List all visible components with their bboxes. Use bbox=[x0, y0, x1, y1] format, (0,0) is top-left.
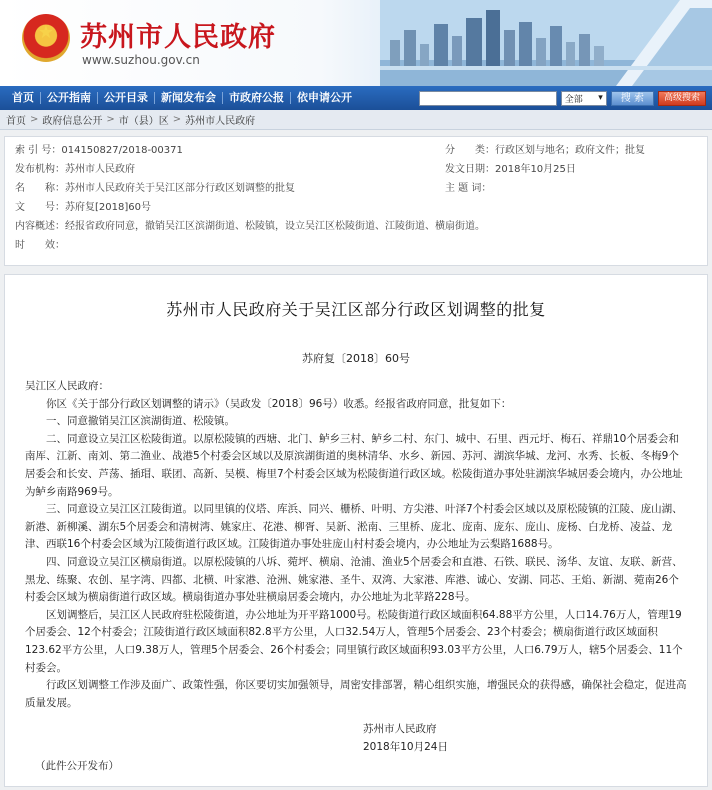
paragraph: 区划调整后，吴江区人民政府驻松陵街道，办公地址为开平路1000号。松陵街道行政区域面积64.88平方公里，人口14.76万人，管理19个居委会、12个村委会；江陵街道行政区域面积82.8平方公里，人口32.54万人，管理5个居委会、23个村委会；横扇街道行政区域面积123.62平方公里，人口9.38万人，管理5个居委会、26个村委会；同里镇行政区域面积93.03平方公里，人口6.79万人，辖5个居委会、11个村委会。 bbox=[25, 608, 683, 674]
breadcrumb-separator: > bbox=[30, 114, 39, 125]
site-title[interactable]: 苏州市人民政府 bbox=[80, 22, 276, 53]
date-label: 发文日期： bbox=[445, 164, 495, 175]
search-scope-value: 全部 bbox=[564, 94, 583, 105]
site-banner bbox=[0, 0, 712, 86]
nav-item-apply[interactable]: 依申请公开 bbox=[297, 91, 352, 104]
advanced-search-button[interactable]: 高级搜索 bbox=[658, 91, 706, 106]
nav-item-press[interactable]: 新闻发布会 bbox=[155, 92, 223, 104]
search-input[interactable] bbox=[419, 91, 557, 106]
category-label: 分 类： bbox=[445, 145, 495, 156]
docno-label: 文 号： bbox=[15, 202, 65, 213]
nav-item-catalog[interactable]: 公开目录 bbox=[98, 92, 155, 104]
main-nav bbox=[0, 86, 712, 110]
breadcrumb bbox=[0, 110, 712, 130]
date-value: 2018年10月25日 bbox=[495, 164, 576, 175]
paragraph: 你区《关于部分行政区划调整的请示》（吴政发〔2018〕96号）收悉。经报省政府同意，批复如下： bbox=[46, 397, 512, 410]
paragraph: 三、同意设立吴江区江陵街道。以同里镇的仪塔、库浜、同兴、栅桥、叶明、方尖港、叶泽7个村委会区域以及原松陵镇的江陵、庞山湖、新港、新柳溪、湖东5个居委会和清树湾、姚家庄、花港、柳胥、吴新、淞南、三里桥、庞北、庞南、庞东、庞山、庞杨、白龙桥、凌益、龙津、西联16个村委会区域为江陵街道行政区域。江陵街道办事处驻庞山村村委会境内，办公地址为云梨路1688号。 bbox=[25, 503, 683, 551]
signature-org: 苏州市人民政府 bbox=[363, 723, 437, 736]
site-url: www.suzhou.gov.cn bbox=[82, 53, 200, 67]
paragraph: 行政区划调整工作涉及面广、政策性强，你区要切实加强领导，周密安排部署，精心组织实施，增强民众的获得感，确保社会稳定，促进高质量发展。 bbox=[25, 679, 687, 709]
name-label: 名 称： bbox=[15, 183, 65, 194]
search-scope-select[interactable] bbox=[561, 91, 607, 106]
breadcrumb-home[interactable]: 首页 bbox=[6, 116, 26, 127]
paragraph: 四、同意设立吴江区横扇街道。以原松陵镇的八坼、菀坪、横扇、沧浦、渔业5个居委会和直港、石铁、联民、汤华、友谊、友联、新营、黑龙、练聚、农创、星字湾、四都、北横、叶家港、沧洲、姚家港、圣牛、双湾、大家港、库港、诚心、安湖、同芯、王焰、新湖、菀南26个村委会区域为横扇街道行政区域。横扇街道办事处驻横扇居委会境内，办公地址为北苹路228号。 bbox=[25, 555, 683, 604]
document-number: 苏府复〔2018〕60号 bbox=[302, 352, 410, 365]
name-value: 苏州市人民政府关于吴江区部分行政区划调整的批复 bbox=[65, 183, 295, 194]
addressee: 吴江区人民政府： bbox=[25, 380, 109, 392]
release-note: （此件公开发布） bbox=[35, 760, 119, 773]
validity-label: 时 效： bbox=[15, 240, 65, 251]
issuer-value: 苏州市人民政府 bbox=[65, 164, 135, 175]
index-value: 014150827/2018-00371 bbox=[61, 145, 183, 156]
nav-item-guide[interactable]: 公开指南 bbox=[41, 92, 98, 104]
search-bar bbox=[419, 91, 712, 106]
breadcrumb-separator: > bbox=[172, 114, 182, 125]
search-button[interactable]: 搜 索 bbox=[611, 91, 654, 106]
category-value: 行政区划与地名；政府文件；批复 bbox=[495, 145, 645, 156]
topic-label: 主 题 词： bbox=[445, 183, 492, 194]
document-title: 苏州市人民政府关于吴江区部分行政区划调整的批复 bbox=[166, 300, 546, 319]
document-body bbox=[4, 274, 708, 787]
signature-block bbox=[363, 720, 687, 756]
nav-item-gazette[interactable]: 市政府公报 bbox=[223, 92, 291, 104]
signature-date: 2018年10月24日 bbox=[363, 741, 448, 754]
chevron-down-icon: ▾ bbox=[598, 93, 603, 103]
document-metadata bbox=[4, 136, 708, 266]
summary-value: 经报省政府同意，撤销吴江区滨湖街道、松陵镇，设立吴江区松陵街道、江陵街道、横扇街道。 bbox=[65, 221, 485, 232]
paragraph: 一、同意撤销吴江区滨湖街道、松陵镇。 bbox=[46, 415, 235, 428]
city-skyline-image bbox=[380, 0, 712, 86]
star-icon: ★ bbox=[37, 22, 55, 43]
index-label: 索 引 号： bbox=[15, 145, 62, 156]
national-emblem-icon bbox=[22, 14, 70, 62]
breadcrumb-city-government[interactable]: 苏州市人民政府 bbox=[185, 116, 256, 127]
paragraph: 二、同意设立吴江区松陵街道。以原松陵镇的西塘、北门、鲈乡三村、鲈乡二村、东门、城中、石里、西元圩、梅石、祥鼎10个居委会和南厍、江新、南刘、第二渔业、战港5个村委会区域以及原滨湖街道的奥林清华、水乡、新园、苏河、湖滨华城、龙河、水秀、长板、冬梅9个居委会和长安、芦荡、插瑁、联团、高新、吴模、梅里7个村委会区域为松陵街道行政区域。松陵街道办事处驻湖滨华城居委会境内，办公地址为鲈乡南路969号。 bbox=[25, 432, 683, 498]
issuer-label: 发布机构： bbox=[15, 164, 65, 175]
nav-item-home[interactable]: 首页 bbox=[6, 92, 41, 104]
breadcrumb-districts[interactable]: 市（县）区 bbox=[118, 116, 169, 127]
docno-value: 苏府复[2018]60号 bbox=[65, 202, 151, 213]
summary-label: 内容概述： bbox=[15, 221, 65, 232]
breadcrumb-separator: > bbox=[106, 114, 115, 125]
document-text bbox=[25, 378, 687, 712]
breadcrumb-info-disclosure[interactable]: 政府信息公开 bbox=[42, 116, 103, 127]
